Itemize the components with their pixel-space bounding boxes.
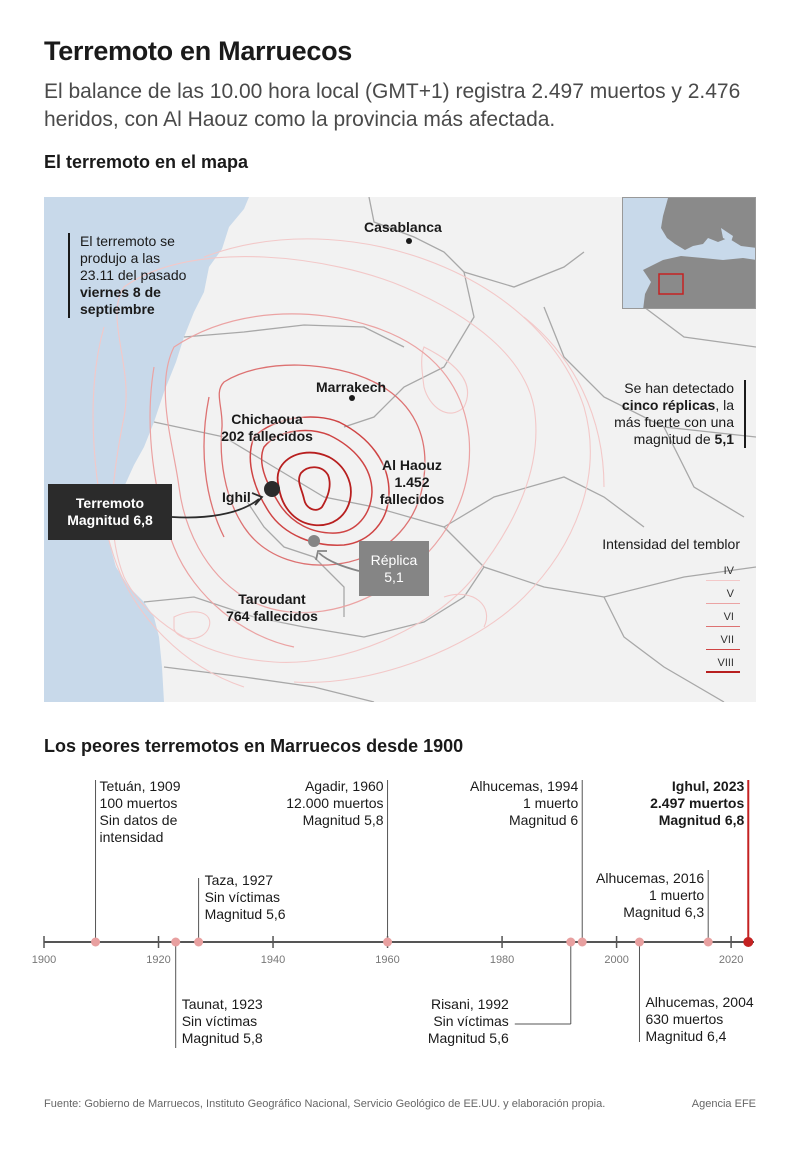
footer-source: Fuente: Gobierno de Marruecos, Instituto Geográfico Nacional, Servicio Geológico de EE.UU. y elaboración propia. [44, 1098, 606, 1110]
place-label-chichaoua: Chichaoua 202 fallecidos [221, 411, 313, 444]
legend-label: VII [720, 634, 734, 646]
event-magnitude: Magnitud 5,8 [181, 1030, 263, 1046]
event-magnitude: Magnitud 5,6 [427, 1030, 509, 1046]
legend-title: Intensidad del temblor [602, 536, 740, 552]
event-magnitude: Magnitud 5,8 [302, 812, 384, 828]
event-deaths: Sin víctimas [181, 1013, 258, 1029]
map-heading: El terremoto en el mapa [44, 152, 249, 172]
event-place: Ighul, 2023 [671, 778, 745, 794]
legend-item-viii [600, 653, 740, 676]
event-dot [704, 938, 713, 947]
legend-label: IV [723, 565, 734, 577]
event-deaths: 1 muerto [648, 887, 705, 903]
event-deaths: 2.497 muertos [650, 795, 745, 811]
event-place: Alhucemas, 2004 [645, 994, 754, 1010]
event-dot [635, 938, 644, 947]
legend-swatch [706, 626, 740, 627]
legend-swatch [706, 649, 740, 650]
event-deaths: Sin víctimas [204, 889, 281, 905]
event-place: Alhucemas, 2016 [596, 870, 705, 886]
event-dot [743, 937, 753, 947]
axis-tick-label: 1900 [31, 954, 57, 966]
event-dot [578, 938, 587, 947]
legend-item-iv [600, 561, 740, 584]
note-replicas: Se han detectado cinco réplicas, la más fuerte con una magnitud de 5,1 [604, 380, 746, 448]
page-subtitle: El balance de las 10.00 hora local (GMT+1) registra 2.497 muertos y 2.476 heridos, con Al Haouz como la provincia más afectada. [44, 80, 741, 131]
legend-item-vi [600, 607, 740, 630]
earthquake-timeline [0, 760, 800, 1080]
legend-swatch [706, 603, 740, 604]
event-magnitude: Sin datos de intensidad [99, 812, 178, 845]
event-label [428, 996, 509, 1047]
event-place: Risani, 1992 [430, 996, 509, 1012]
earthquake-map [44, 197, 756, 702]
legend-label: VI [723, 611, 734, 623]
replica-dot [308, 535, 320, 547]
event-deaths: 100 muertos [99, 795, 178, 811]
axis-tick-label: 2000 [604, 954, 629, 966]
marrakech-dot [349, 395, 355, 401]
legend-label: V [726, 588, 734, 600]
epicenter-dot [264, 481, 280, 497]
timeline-heading: Los peores terremotos en Marruecos desde 1900 [44, 736, 464, 756]
event-magnitude: Magnitud 6,4 [645, 1028, 727, 1044]
axis-tick-label: 1940 [260, 954, 286, 966]
event-dot [383, 938, 392, 947]
place-label-al-haouz: Al Haouz 1.452 fallecidos [379, 457, 445, 507]
event-label [645, 994, 753, 1045]
replica-label-box: Réplica 5,1 [359, 541, 429, 596]
event-label [650, 778, 744, 829]
legend-swatch [706, 580, 740, 581]
event-place: Taunat, 1923 [181, 996, 263, 1012]
axis-tick-label: 2020 [718, 954, 744, 966]
legend-swatch [706, 671, 740, 673]
event-dot [91, 938, 100, 947]
locator-inset-map [622, 197, 756, 309]
axis-tick-label: 1980 [489, 954, 515, 966]
event-label [596, 870, 704, 921]
casablanca-dot [406, 238, 412, 244]
axis-tick-label: 1920 [146, 954, 171, 966]
event-label [205, 872, 286, 923]
event-magnitude: Magnitud 5,6 [204, 906, 286, 922]
event-deaths: Sin víctimas [433, 1013, 509, 1029]
event-label [182, 996, 263, 1047]
event-dot [566, 938, 575, 947]
event-magnitude: Magnitud 6,8 [658, 812, 745, 828]
event-place: Taza, 1927 [204, 872, 274, 888]
event-label [470, 778, 578, 829]
event-deaths: 1 muerto [522, 795, 579, 811]
event-dot [171, 938, 180, 947]
page-title: Terremoto en Marruecos [44, 36, 352, 66]
event-magnitude: Magnitud 6 [508, 812, 579, 828]
city-label-marrakech: Marrakech [316, 379, 387, 395]
event-dot [194, 938, 203, 947]
event-deaths: 12.000 muertos [286, 795, 384, 811]
footer-agency: Agencia EFE [691, 1098, 756, 1110]
place-label-taroudant: Taroudant 764 fallecidos [226, 591, 318, 624]
legend-label: VIII [717, 657, 734, 669]
event-magnitude: Magnitud 6,3 [623, 904, 705, 920]
city-label-casablanca: Casablanca [364, 219, 442, 235]
note-earthquake-time: El terremoto se produjo a las 23.11 del pasado viernes 8 de septiembre [68, 233, 190, 318]
intensity-legend [600, 536, 740, 676]
event-label [286, 778, 383, 829]
place-label-ighil: Ighil [222, 489, 251, 505]
event-place: Agadir, 1960 [304, 778, 384, 794]
event-place: Tetuán, 1909 [99, 778, 181, 794]
event-place: Alhucemas, 1994 [470, 778, 579, 794]
event-label [100, 778, 200, 846]
earthquake-label-box: Terremoto Magnitud 6,8 [48, 484, 172, 540]
event-deaths: 630 muertos [645, 1011, 724, 1027]
legend-item-vii [600, 630, 740, 653]
legend-item-v [600, 584, 740, 607]
axis-tick-label: 1960 [375, 954, 400, 966]
